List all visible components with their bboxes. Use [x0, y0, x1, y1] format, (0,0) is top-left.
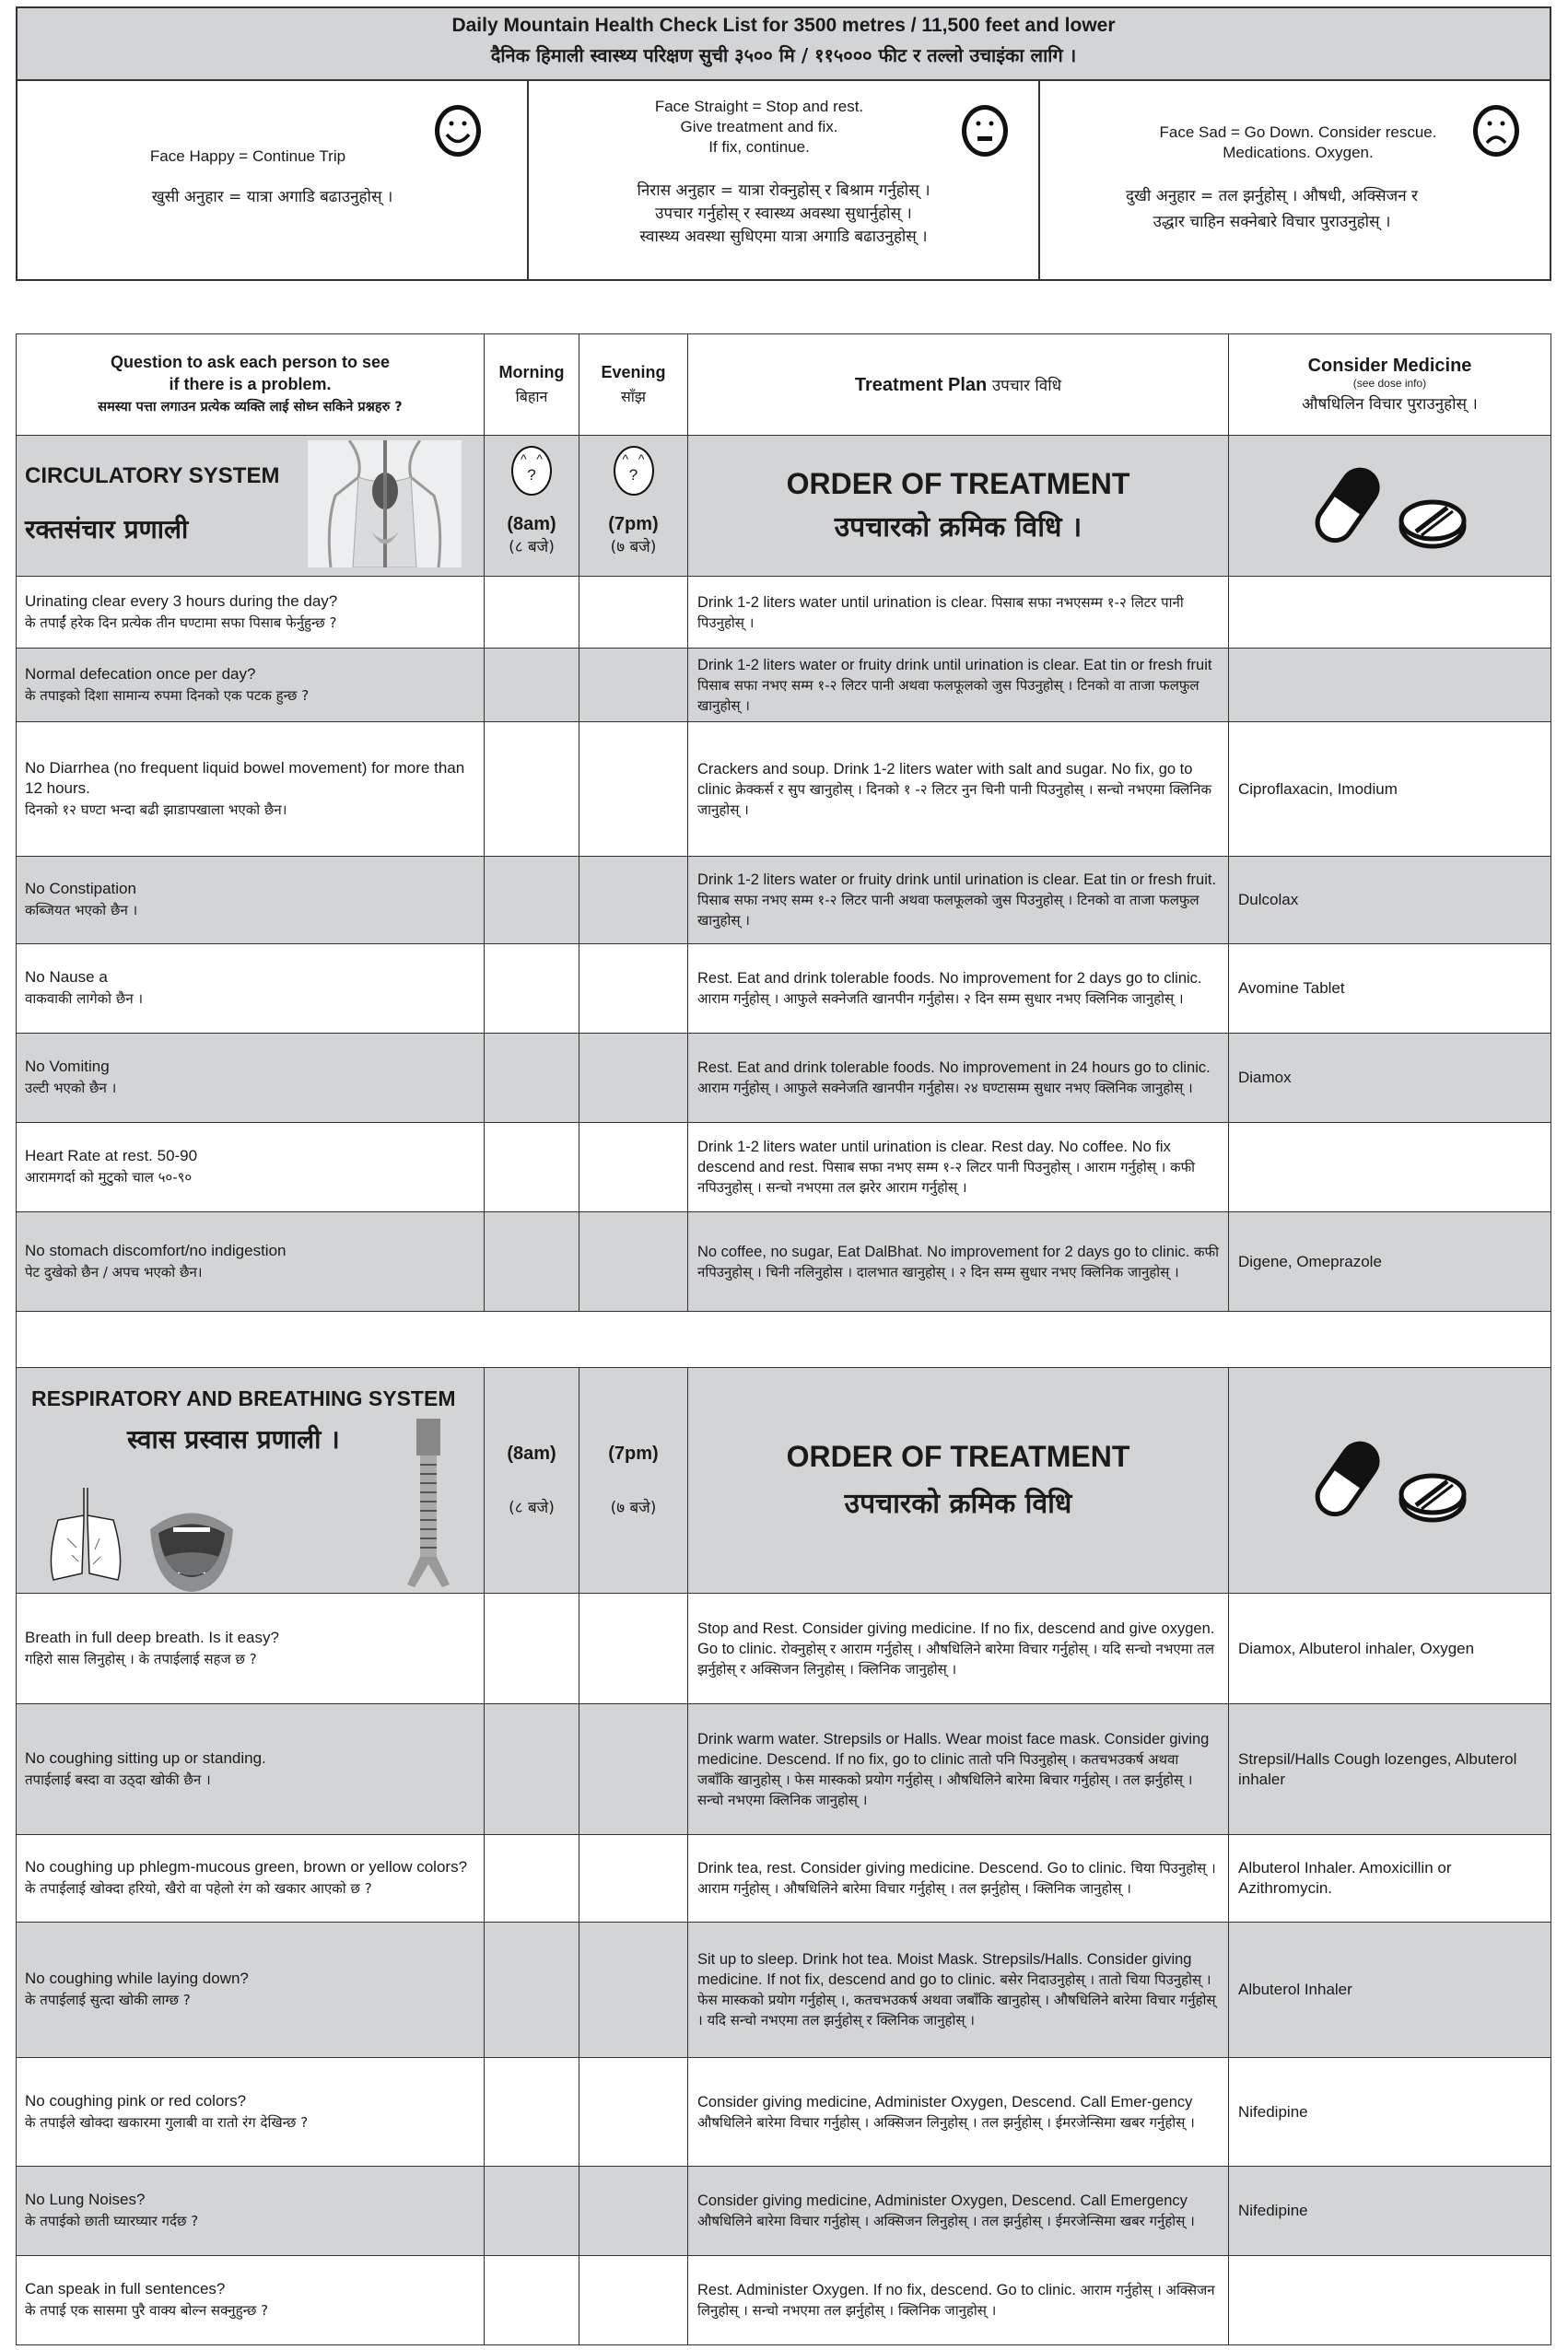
treatment-cell — [687, 1593, 1229, 1704]
treatment-cell — [687, 576, 1229, 649]
pill-capsule-icon — [1305, 1437, 1480, 1529]
treatment-cell — [687, 1922, 1229, 2058]
question-face-icon: ^ ^ ? — [614, 446, 654, 496]
treatment-en: Sit up to sleep. Drink hot tea. Moist Mask. Strepsils/Halls. Consider giving medicine. If not fix, descend and go to clinic. — [697, 1951, 1192, 1988]
question-en: Normal defecation once per day? — [25, 664, 256, 683]
section-title-nepali: स्वास प्रस्वास प्रणाली । — [127, 1424, 340, 1455]
medicine-name: Dulcolax — [1238, 891, 1299, 908]
treatment-np: आराम गर्नुहोस् । अक्सिजन लिनुहोस् । सन्चो नभएमा तल झर्नुहोस् । क्लिनिक जानुहोस् । — [697, 2282, 1215, 2319]
circulatory-body-illustration — [308, 440, 462, 567]
treatment-en: Drink 1-2 liters water or fruity drink until urination is clear. Eat tin or fresh fruit. — [697, 871, 1217, 888]
medicine-cell — [1228, 2057, 1551, 2167]
treatment-en: Drink 1-2 liters water until urination is clear. — [697, 593, 988, 611]
morning-check-cell[interactable] — [484, 2255, 579, 2345]
medicine-cell — [1228, 1033, 1551, 1123]
treatment-en: Rest. Eat and drink tolerable foods. No improvement in 24 hours go to clinic. — [697, 1059, 1211, 1076]
evening-check-cell[interactable] — [579, 1211, 688, 1312]
morning-time-nepali: (८ बजे) — [509, 1499, 555, 1517]
question-np: उल्टी भएको छैन । — [25, 1080, 117, 1096]
medicine-cell — [1228, 1211, 1551, 1312]
morning-check-cell[interactable] — [484, 1211, 579, 1312]
morning-time-cell — [484, 1367, 579, 1594]
morning-time-cell — [484, 435, 579, 577]
treatment-cell — [687, 648, 1229, 722]
question-en: No coughing pink or red colors? — [25, 2091, 247, 2110]
medicine-name: Diamox, Albuterol inhaler, Oxygen — [1238, 1639, 1475, 1657]
medicine-name: Nifedipine — [1238, 2202, 1308, 2219]
evening-check-cell[interactable] — [579, 1593, 688, 1704]
question-cell — [16, 1834, 485, 1923]
morning-check-cell[interactable] — [484, 2166, 579, 2256]
treatment-en: Drink 1-2 liters water until urination is clear. Rest day. No coffee. No fix descend and rest. — [697, 1139, 1171, 1175]
medicine-cell — [1228, 576, 1551, 649]
treatment-en: Rest. Administer Oxygen. If no fix, descend. Go to clinic. — [697, 2282, 1076, 2298]
evening-check-cell[interactable] — [579, 1122, 688, 1212]
question-np: वाकवाकी लागेको छैन । — [25, 990, 144, 1007]
morning-check-cell[interactable] — [484, 1922, 579, 2058]
question-cell — [16, 2166, 485, 2256]
column-header-treatment: Treatment Plan उपचार विधि — [687, 333, 1229, 436]
morning-check-cell[interactable] — [484, 1593, 579, 1704]
question-en: No Diarrhea (no frequent liquid bowel movement) for more than 12 hours. — [25, 758, 465, 797]
treatment-cell — [687, 2057, 1229, 2167]
section-title: CIRCULATORY SYSTEM — [25, 463, 280, 488]
question-en: No Lung Noises? — [25, 2191, 146, 2208]
treatment-np: तातो पनि पिउनुहोस् । कतचभउकर्ष अथवा जबाँकि खानुहोस् । फेस मास्कको प्रयोग गर्नुहोस् । औषधिलिने बारेमा बिचार गर्नुहोस् । तल झर्नुहोस् । सन्चो नभएमा क्लिनिक जानुहोस् । — [697, 1750, 1193, 1808]
face-sad-label: Face Sad = Go Down. Consider rescue. Medications. Oxygen. — [1159, 123, 1437, 161]
question-cell — [16, 1703, 485, 1835]
morning-check-cell[interactable] — [484, 1834, 579, 1923]
question-np: के तपाइको दिशा सामान्य रुपमा दिनको एक पटक हुन्छ ? — [25, 686, 310, 704]
morning-check-cell[interactable] — [484, 721, 579, 857]
treatment-cell — [687, 1122, 1229, 1212]
section-title-nepali: रक्तसंचार प्रणाली — [25, 514, 189, 544]
question-en: Breath in full deep breath. Is it easy? — [25, 1628, 279, 1646]
question-cell — [16, 1922, 485, 2058]
evening-check-cell[interactable] — [579, 856, 688, 944]
treatment-np: आराम गर्नुहोस् । आफुले सक्नेजति खानपीन गर्नुहोस। २ दिन सम्म सुधार नभए क्लिनिक जानुहोस् । — [697, 990, 1184, 1007]
evening-time: (7pm) — [608, 1444, 659, 1464]
medicine-cell — [1228, 1703, 1551, 1835]
question-en: No coughing while laying down? — [25, 1970, 249, 1987]
question-cell — [16, 721, 485, 857]
morning-check-cell[interactable] — [484, 648, 579, 722]
medicine-cell — [1228, 943, 1551, 1034]
question-en: No stomach discomfort/no indigestion — [25, 1241, 287, 1259]
page-title: Daily Mountain Health Check List for 3500 metres / 11,500 feet and lower — [451, 15, 1116, 36]
face-happy-label: Face Happy = Continue Trip — [149, 147, 346, 165]
pill-capsule-icon — [1305, 463, 1480, 555]
treatment-en: Drink tea, rest. Consider giving medicine. Descend. Go to clinic. — [697, 1860, 1127, 1876]
medicine-cell — [1228, 648, 1551, 722]
treatment-en: Stop and Rest. Consider giving medicine. If no fix, descend and give oxygen. Go to clinic. — [697, 1619, 1215, 1657]
medicine-cell — [1228, 1122, 1551, 1212]
trachea-illustration — [405, 1419, 451, 1594]
medicine-icon-cell — [1228, 435, 1551, 577]
morning-time-nepali: (८ बजे) — [509, 538, 555, 556]
question-np: पेट दुखेको छैन / अपच भएको छैन। — [25, 1263, 203, 1280]
treatment-np: औषधिलिने बारेमा विचार गर्नुहोस् । अक्सिजन लिनुहोस् । तल झर्नुहोस् । ईमरजेन्सिमा खबर गर्नुहोस् । — [697, 2213, 1195, 2229]
morning-check-cell[interactable] — [484, 1033, 579, 1123]
medicine-cell — [1228, 2166, 1551, 2256]
treatment-cell — [687, 721, 1229, 857]
column-header-morning: Morning बिहान — [484, 333, 579, 436]
face-legend — [16, 80, 1551, 281]
evening-time-cell — [579, 1367, 688, 1594]
treatment-np: पिसाब सफा नभएसम्म १-२ लिटर पानी पिउनुहोस् । — [697, 593, 1184, 631]
evening-check-cell[interactable] — [579, 1033, 688, 1123]
evening-check-cell[interactable] — [579, 943, 688, 1034]
treatment-cell — [687, 1033, 1229, 1123]
medicine-cell — [1228, 721, 1551, 857]
medicine-cell — [1228, 1593, 1551, 1704]
medicine-name: Albuterol Inhaler. Amoxicillin or Azithromycin. — [1238, 1859, 1452, 1897]
treatment-en: Consider giving medicine, Administer Oxygen, Descend. Call Emer-gency — [697, 2093, 1193, 2110]
treatment-cell — [687, 1703, 1229, 1835]
treatment-en: No coffee, no sugar, Eat DalBhat. No improvement for 2 days go to clinic. — [697, 1243, 1190, 1260]
face-legend-happy — [18, 80, 529, 279]
question-cell — [16, 1211, 485, 1312]
mouth-illustration — [146, 1502, 238, 1594]
checklist-title-box — [16, 6, 1551, 81]
treatment-en: Consider giving medicine, Administer Oxygen, Descend. Call Emergency — [697, 2192, 1188, 2209]
evening-check-cell[interactable] — [579, 1922, 688, 2058]
morning-check-cell[interactable] — [484, 1122, 579, 1212]
evening-check-cell[interactable] — [579, 1703, 688, 1835]
question-cell — [16, 856, 485, 944]
morning-check-cell[interactable] — [484, 943, 579, 1034]
question-cell — [16, 1033, 485, 1123]
question-cell — [16, 648, 485, 722]
face-straight-label: Face Straight = Stop and rest. Give treatment and fix. If fix, continue. — [654, 98, 864, 156]
morning-check-cell[interactable] — [484, 576, 579, 649]
treatment-np: क्रेक्कर्स र सुप खानुहोस् । दिनको १ -२ लिटर नुन चिनी पानी पिउनुहोस् । सन्चो नभएमा क्लिनिक जानुहोस् । — [697, 780, 1212, 818]
treatment-en: Rest. Eat and drink tolerable foods. No improvement for 2 days go to clinic. — [697, 970, 1202, 987]
medicine-cell — [1228, 2255, 1551, 2345]
question-cell — [16, 943, 485, 1034]
medicine-name: Diamox — [1238, 1069, 1292, 1086]
section-header-circulatory — [16, 435, 485, 577]
treatment-np: आराम गर्नुहोस् । आफुले सक्नेजति खानपीन गर्नुहोस। २४ घण्टासम्म सुधार नभए क्लिनिक जानुहोस् । — [697, 1080, 1193, 1096]
column-header-question: Question to ask each person to see if there is a problem. समस्या पत्ता लगाउन प्रत्येक व्यक्ति लाई सोध्न सकिने प्रश्नहरु ? — [16, 333, 485, 436]
order-of-treatment-cell — [687, 1367, 1229, 1594]
question-np: के तपाईले खोक्दा खकारमा गुलाबी वा रातो रंग देखिन्छ ? — [25, 2113, 309, 2131]
treatment-cell — [687, 943, 1229, 1034]
order-of-treatment-title: ORDER OF TREATMENT — [786, 1440, 1130, 1473]
evening-check-cell[interactable] — [579, 2166, 688, 2256]
question-np: तपाईलाई बस्दा वा उठ्दा खोकी छैन । — [25, 1771, 211, 1788]
order-of-treatment-title-nepali: उपचारको क्रमिक विधि — [844, 1488, 1072, 1520]
question-cell — [16, 2255, 485, 2345]
treatment-np: औषधिलिने बारेमा विचार गर्नुहोस् । अक्सिजन लिनुहोस् । तल झर्नुहोस् । ईमरजेन्सिमा खबर गर्नुहोस् । — [697, 2113, 1195, 2131]
morning-time: (8am) — [507, 514, 556, 534]
evening-time: (7pm) — [608, 514, 659, 534]
evening-time-nepali: (७ बजे) — [610, 538, 657, 556]
medicine-icon-cell — [1228, 1367, 1551, 1594]
question-np: गहिरो सास लिनुहोस् । के तपाईलाई सहज छ ? — [25, 1650, 257, 1667]
question-en: No Nause a — [25, 968, 108, 986]
order-of-treatment-title: ORDER OF TREATMENT — [786, 467, 1130, 500]
treatment-cell — [687, 2255, 1229, 2345]
question-face-icon: ^ ^ ? — [511, 446, 552, 496]
question-np: के तपाईलाई खोक्दा हरियो, खैरो वा पहेलो रंग को खकार आएको छ ? — [25, 1880, 372, 1897]
morning-time: (8am) — [507, 1444, 556, 1464]
question-en: No Constipation — [25, 880, 136, 897]
evening-check-cell[interactable] — [579, 1834, 688, 1923]
treatment-np: पिसाब सफा नभए सम्म १-२ लिटर पानी पिउनुहोस् । आराम गर्नुहोस् । कफी नपिउनुहोस् । सन्चो नभएमा तल झरेर आराम गर्नुहोस् । — [697, 1159, 1196, 1196]
evening-time-cell — [579, 435, 688, 577]
treatment-np: चिया पिउनुहोस् । आराम गर्नुहोस् । औषधिलिने बारेमा विचार गर्नुहोस् । तल झर्नुहोस् । क्लिनिक जानुहोस् । — [697, 1860, 1216, 1897]
lungs-illustration — [49, 1483, 123, 1589]
treatment-cell — [687, 2166, 1229, 2256]
question-cell — [16, 2057, 485, 2167]
treatment-np: पिसाब सफा नभए सम्म १-२ लिटर पानी अथवा फलफूलको जुस पिउनुहोस् । टिनको वा ताजा फलफुल खानुहोस् । — [697, 892, 1199, 929]
question-np: के तपाई एक सासमा पुरै वाक्य बोल्न सक्नुहुन्छ ? — [25, 2302, 269, 2319]
medicine-name: Albuterol Inhaler — [1238, 1981, 1352, 1998]
evening-time-nepali: (७ बजे) — [610, 1499, 657, 1517]
medicine-cell — [1228, 856, 1551, 944]
medicine-name: Avomine Tablet — [1238, 979, 1345, 997]
medicine-name: Nifedipine — [1238, 2102, 1308, 2121]
question-np: दिनको १२ घण्टा भन्दा बढी झाडापखाला भएको छैन। — [25, 801, 287, 818]
treatment-np: पिसाब सफा नभए सम्म १-२ लिटर पानी अथवा फलफूलको जुस पिउनुहोस् । टिनको वा ताजा फलफुल खानुहोस् । — [697, 676, 1199, 714]
evening-check-cell[interactable] — [579, 576, 688, 649]
section-header-respiratory — [16, 1367, 485, 1594]
question-cell — [16, 1593, 485, 1704]
order-of-treatment-cell — [687, 435, 1229, 577]
face-legend-straight — [529, 80, 1040, 279]
medicine-name: Strepsil/Halls Cough lozenges, Albuterol inhaler — [1238, 1749, 1517, 1788]
column-header-evening: Evening साँझ — [579, 333, 688, 436]
question-en: Heart Rate at rest. 50-90 — [25, 1147, 198, 1164]
treatment-en: Crackers and soup. Drink 1-2 liters water with salt and sugar. No fix, go to clinic — [697, 760, 1193, 798]
treatment-cell — [687, 856, 1229, 944]
question-cell — [16, 576, 485, 649]
face-legend-sad — [1040, 80, 1550, 279]
order-of-treatment-title-nepali: उपचारको क्रमिक विधि । — [834, 511, 1082, 544]
medicine-name: Ciproflaxacin, Imodium — [1238, 779, 1398, 798]
morning-check-cell[interactable] — [484, 856, 579, 944]
medicine-cell — [1228, 1834, 1551, 1923]
treatment-np: बसेर निदाउनुहोस् । तातो चिया पिउनुहोस् । फेस मास्कको प्रयोग गर्नुहोस् ।, कतचभउकर्ष अथवा जबाँकि खानुहोस् । औषधिलिने बारेमा विचार गर्नुहोस् । यदि सन्चो नभएमा तल झर्नुहोस् र क्लिनिक जानुहोस् । — [697, 1971, 1216, 2028]
question-np: के तपाईं हरेक दिन प्रत्येक तीन घण्टामा सफा पिसाब फेर्नुहुन्छ ? — [25, 614, 337, 631]
question-np: के तपाईको छाती घ्यारघ्यार गर्दछ ? — [25, 2213, 199, 2229]
question-en: No coughing sitting up or standing. — [25, 1748, 266, 1767]
question-np: कब्जियत भएको छैन । — [25, 902, 138, 918]
section-spacer — [16, 1311, 1551, 1368]
morning-check-cell[interactable] — [484, 2057, 579, 2167]
page-title-nepali: दैनिक हिमाली स्वास्थ्य परिक्षण सुची ३५०० मि / ११५००० फीट र तल्लो उचाइंका लागि । — [490, 44, 1077, 66]
evening-check-cell[interactable] — [579, 648, 688, 722]
evening-check-cell[interactable] — [579, 2057, 688, 2167]
treatment-cell — [687, 1834, 1229, 1923]
question-np: आरामगर्दा को मुटुको चाल ५०-९० — [25, 1169, 193, 1186]
column-header-medicine: Consider Medicine (see dose info) औषधिलिन विचार पुराउनुहोस् । — [1228, 333, 1551, 436]
question-np: के तपाईलाई सुत्दा खोकी लाग्छ ? — [25, 1992, 191, 2008]
section-title: RESPIRATORY AND BREATHING SYSTEM — [31, 1386, 456, 1410]
treatment-np: कफी नपिउनुहोस् । चिनी नलिनुहोस । दालभात खानुहोस् । २ दिन सम्म सुधार नभए क्लिनिक जानुहोस् । — [697, 1243, 1219, 1280]
medicine-name: Digene, Omeprazole — [1238, 1252, 1382, 1270]
morning-check-cell[interactable] — [484, 1703, 579, 1835]
medicine-cell — [1228, 1922, 1551, 2058]
treatment-en: Drink warm water. Strepsils or Halls. Wear moist face mask. Consider giving medicine. Descend. If no fix, go to clinic — [697, 1730, 1210, 1768]
face-sad-label-nepali: दुखी अनुहार = तल झर्नुहोस् । औषधी, अक्सिजन र उद्धार चाहिन सक्नेबारे विचार पुराउनुहोस् । — [1125, 187, 1418, 231]
question-en: Can speak in full sentences? — [25, 2280, 226, 2297]
evening-check-cell[interactable] — [579, 721, 688, 857]
evening-check-cell[interactable] — [579, 2255, 688, 2345]
treatment-np: रोक्नुहोस् र आराम गर्नुहोस् । औषधिलिने बारेमा विचार गर्नुहोस् । यदि सन्चो नभएमा तल झर्नुहोस् र अक्सिजन लिनुहोस् । क्लिनिक जानुहोस् । — [697, 1640, 1215, 1678]
face-happy-label-nepali: खुसी अनुहार = यात्रा अगाडि बढाउनुहोस् । — [151, 188, 393, 206]
face-straight-label-nepali: निरास अनुहार = यात्रा रोक्नुहोस् र बिश्राम गर्नुहोस् । उपचार गर्नुहोस् र स्वास्थ्य अवस्था सुधार्नुहोस् । स्वास्थ्य अवस्था सुधिएमा यात्रा अगाडि बढाउनुहोस् । — [637, 181, 930, 246]
treatment-en: Drink 1-2 liters water or fruity drink until urination is clear. Eat tin or fresh fruit — [697, 656, 1212, 673]
question-en: No coughing up phlegm-mucous green, brown or yellow colors? — [25, 1858, 468, 1876]
question-cell — [16, 1122, 485, 1212]
question-en: No Vomiting — [25, 1058, 110, 1075]
question-en: Urinating clear every 3 hours during the day? — [25, 591, 338, 610]
treatment-cell — [687, 1211, 1229, 1312]
